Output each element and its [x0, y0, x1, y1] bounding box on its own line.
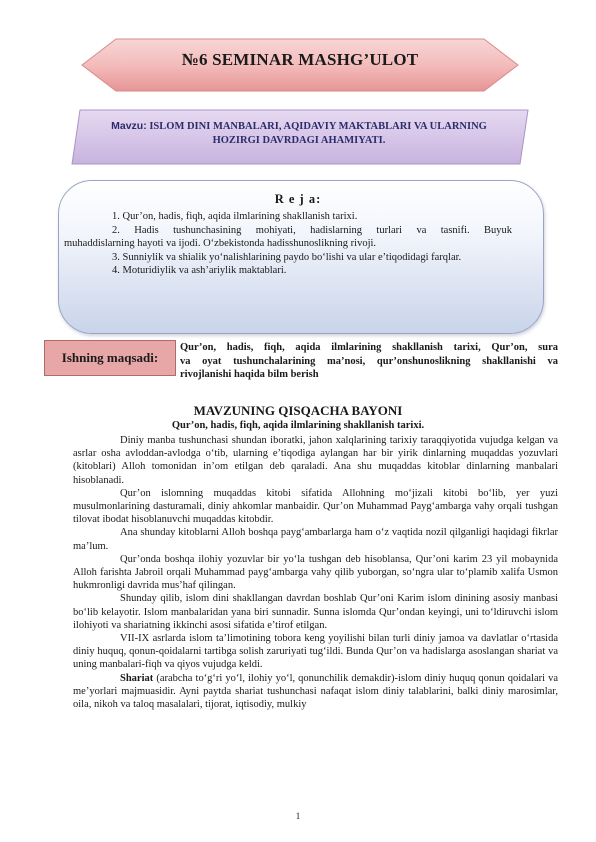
plan-item: 1. Qur’on, hadis, fiqh, aqida ilmlarining shakllanish tarixi.: [112, 211, 358, 222]
plan-list: [64, 210, 512, 278]
section-subtitle: Qur’on, hadis, fiqh, aqida ilmlarining shakllanish tarixi.: [171, 420, 425, 431]
plan-item: 3. Sunniylik va shialik yo‘nalishlarining paydo bo‘lishi va ular e’tiqodidagi farqlar.: [112, 251, 462, 263]
paragraph: Ana shunday kitoblarni Alloh boshqa payg‘ambarlarga ham o‘z vaqtida nozil qilganligi haqidagi fikrlar ma’lum.: [73, 527, 558, 552]
body-text: [73, 434, 558, 711]
shariat-text: (arabcha to‘g‘ri yo‘l, ilohiy yo‘l, qonunchilik demakdir)-islom diniy huquq qonun qoidalari va me’yorlari majmuasidir. Ayni paytda shariat tushunchasi nafaqat islom diniy talablarini, balki diniy marosimlar, oila, nikoh va taloq masalalari, tijorat, iqtisodiy, mulkiy: [73, 672, 558, 711]
plan-title: R e j a:: [274, 192, 322, 206]
plan-item: 2. Hadis tushunchasining mohiyati, hadislarning turlari va tasnifi. Buyuk: [112, 224, 512, 236]
goal-line: Qur’on, hadis, fiqh, aqida ilmlarining shakllanish tarixi, Qur’on, sura: [180, 342, 558, 353]
paragraph: Diniy manba tushunchasi shundan iboratki, jahon xalqlarining tarixiy taraqqiyotida vujudga kelgan va asrlar osha avloddan-avlodga o‘tib, ularning e’tiqodiga aylangan har bir yirik dinlarning muqaddas yozuvlari (kitoblari) Alloh tomonidan in’om etilgan deb qaraladi. Ana shu muqaddas kitoblar dinlarning manbalari hisoblanadi.: [73, 435, 558, 486]
section-title: MAVZUNING QISQACHA BAYONI: [193, 403, 403, 418]
paragraph: Qur’on islomning muqaddas kitobi sifatida Allohning mo‘jizali kitobi bo‘lib, yer yuzi musulmonlarining dasturamali, diniy ahkomlar manbaidir. Qur’on Muhammad Payg‘ambarga vahy orqali tushgan tilovat ibodat hisoblanuvchi muqaddas kitobdir.: [73, 487, 558, 526]
goal-label: Ishning maqsadi:: [61, 350, 159, 365]
topic-value: ISLOM DINI MANBALARI, AQIDAVIY MAKTABLARI VA ULARNING HOZIRGI DAVRDAGI AHAMIYATI.: [146, 121, 487, 146]
page-number: 1: [295, 811, 301, 821]
goal-label-box: [44, 340, 176, 376]
goal-text: [180, 341, 558, 382]
goal-line: va oyat tushunchalarining ma’nosi, qur’onshunoslikning shakllanishi va: [180, 355, 558, 367]
paragraph: Shunday qilib, islom dini shakllangan davrdan boshlab Qur’oni Karim islom dinining asosiy manbasi bo‘lib kelayotir. Islom manbalaridan yana biri sunnadir. Sunna islomda Qur’ondan keyingi, uni to‘ldiruvchi islom ilohiyoti va shariatning ikkinchi asosi sifatida e’tirof etilgan.: [73, 593, 558, 631]
topic-text: [88, 119, 510, 148]
paragraph: Qur’onda boshqa ilohiy yozuvlar bir yo‘la tushgan deb hisoblansa, Qur’oni karim 23 yil mobaynida Alloh farishta Jabroil orqali Muhammad payg‘ambarga vahy qilib yuborgan, so‘ngra ular to‘plamib xalifa Usmon hukmronligi davrida mus’haf qilingan.: [73, 553, 558, 592]
paragraph: VII-IX asrlarda islom ta’limotining tobora keng yoyilishi bilan turli diniy jamoa va davlatlar o‘rtasida diniy huquq, qonun-qoidalarni tartibga solish zaruriyati tug‘ildi. Bunda Qur’on va hadislarga asoslangan shariat va uning manbalari-fiqh va qiyos vujudga keldi.: [73, 633, 558, 671]
topic-box: [70, 108, 530, 166]
plan-item: 4. Moturidiylik va ash’ariylik maktablari.: [112, 265, 287, 276]
goal-line: rivojlanishi haqida bilm berish: [180, 369, 319, 380]
plan-item-continued: muhaddislarning hayoti va ijodi. O‘zbekistonda hadisshunoslikning rivoji.: [64, 238, 377, 249]
shariat-term: Shariat: [120, 672, 154, 684]
seminar-title: №6 SEMINAR MASHG’ULOT: [181, 50, 419, 69]
seminar-banner: [80, 37, 520, 93]
topic-label: Mavzu:: [111, 120, 147, 132]
paragraph-shariat: [73, 672, 558, 712]
